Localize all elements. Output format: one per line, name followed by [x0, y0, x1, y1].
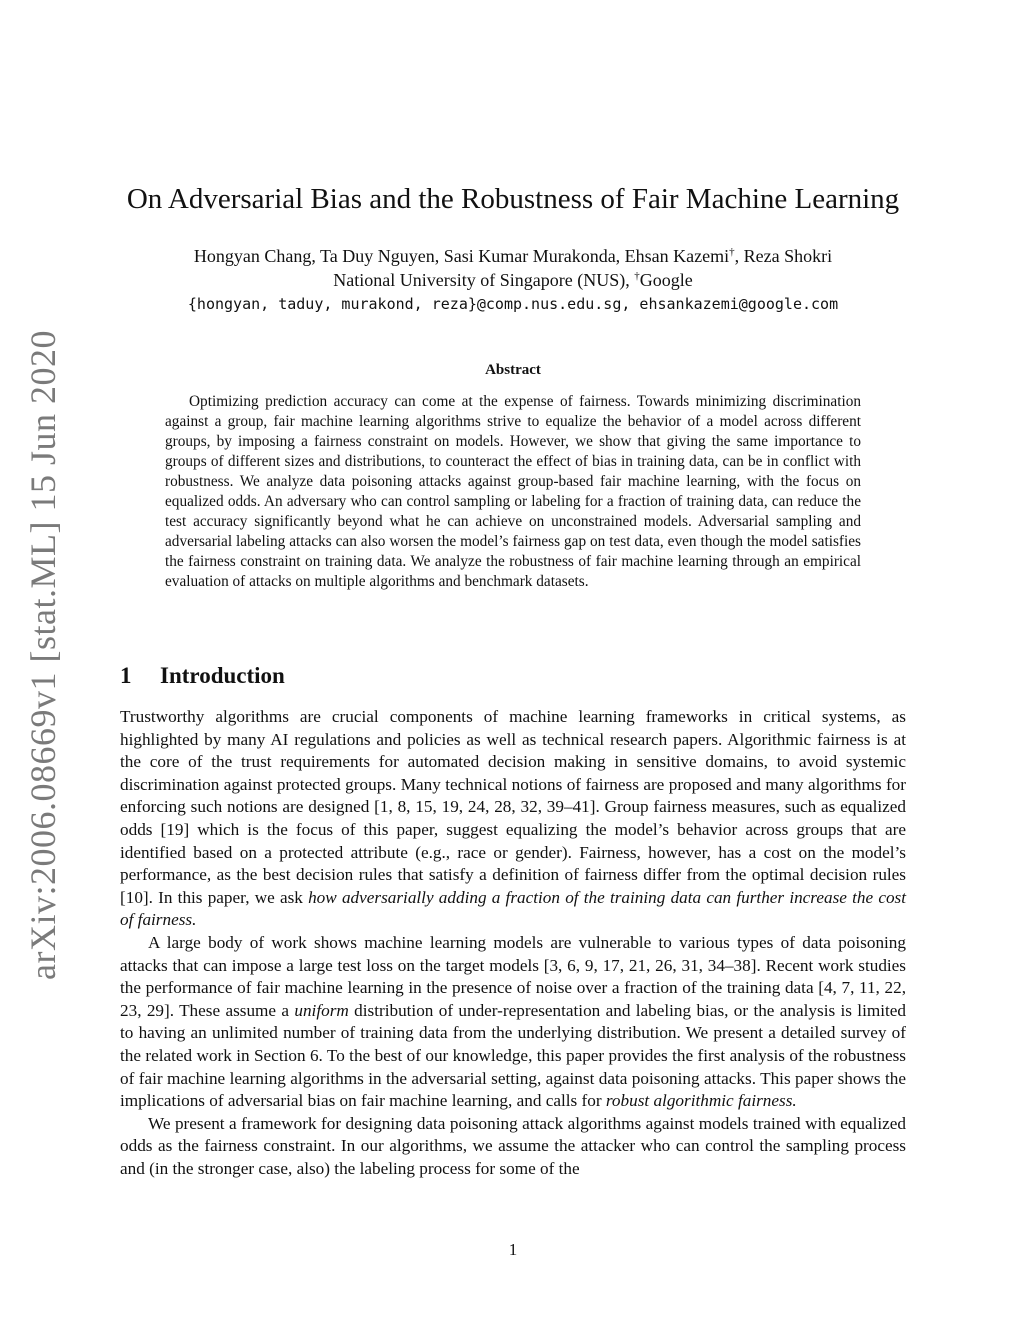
introduction-body — [120, 706, 906, 1180]
section-title: Introduction — [160, 663, 285, 688]
section-number: 1 — [120, 663, 132, 688]
intro-paragraph-1 — [120, 706, 906, 932]
intro-paragraph-2 — [120, 932, 906, 1113]
arxiv-stamp-text: arXiv:2006.08669v1 [stat.ML] 15 Jun 2020 — [23, 330, 64, 980]
author-dagger-mark: † — [729, 246, 735, 258]
arxiv-identifier-stamp — [0, 330, 86, 980]
affiliation-secondary: Google — [639, 270, 693, 290]
abstract-heading: Abstract — [485, 362, 541, 378]
intro-paragraph-2-start: A large body of work shows machine learning models are vulnerable to various types of data poisoning attacks that can impose a large test loss on the target models [3, 6, 9, 17, 21, 26, 31, 34–38]. Recent work studies the performance of fair machine learning in the presence of noise over a fraction of the training data [4, 7, 11, 22, 23, 29]. These assume a — [120, 932, 906, 1020]
page-number: 1 — [508, 1240, 518, 1259]
author-names — [120, 244, 906, 268]
section-heading-introduction — [120, 663, 285, 689]
intro-paragraph-1-italic: how adversarially adding a fraction of the training data can further increase the cost of fairness. — [120, 887, 907, 930]
affiliations — [120, 268, 906, 292]
author-names-tail: , Reza Shokri — [734, 246, 833, 266]
intro-paragraph-2-italic-end: robust algorithmic fairness. — [605, 1091, 797, 1111]
author-block — [120, 244, 906, 316]
author-emails: {hongyan, taduy, murakond, reza}@comp.nus.edu.sg, ehsankazemi@google.com — [187, 295, 839, 313]
abstract-text: Optimizing prediction accuracy can come at the expense of fairness. Towards minimizing discrimination against a group, fair machine learning algorithms strive to equalize the behavior of a model across different groups, by imposing a fairness constraint on models. However, we show that giving the same importance to groups of different sizes and distributions, to counteract the effect of bias in training data, can be in conflict with robustness. We analyze data poisoning attacks against group-based fair machine learning, with the focus on equalized odds. An adversary who can control sampling or labeling for a fraction of training data, can reduce the test accuracy significantly beyond what he can achieve on unconstrained models. Adversarial sampling and adversarial labeling attacks can also worsen the model’s fairness gap on test data, even though the model satisfies the fairness constraint on training data. We analyze the robustness of fair machine learning through an empirical evaluation of attacks on multiple algorithms and benchmark datasets. — [165, 393, 861, 590]
author-names-main: Hongyan Chang, Ta Duy Nguyen, Sasi Kumar Murakonda, Ehsan Kazemi — [193, 246, 730, 266]
paper-title: On Adversarial Bias and the Robustness of Fair Machine Learning — [126, 183, 900, 215]
intro-paragraph-2-middle: distribution of under-representation and labeling bias, or the analysis is limited to having an unlimited number of training data from the underlying distribution. We present a detailed survey of the related work in Section 6. To the best of our knowledge, this paper provides the first analysis of the robustness of fair machine learning algorithms in the adversarial setting, against data poisoning attacks. This paper shows the implications of adversarial bias on fair machine learning, and calls for — [120, 1000, 906, 1111]
affiliation-primary: National University of Singapore (NUS), — [333, 270, 635, 290]
intro-paragraph-3: We present a framework for designing data poisoning attack algorithms against models trained with equalized odds as the fairness constraint. In our algorithms, we assume the attacker who can control the sampling process and (in the stronger case, also) the labeling process for some of the — [120, 1113, 906, 1178]
intro-paragraph-2-italic-uniform: uniform — [294, 1000, 349, 1020]
intro-paragraph-1-text: Trustworthy algorithms are crucial components of machine learning frameworks in critical systems, as highlighted by many AI regulations and policies as well as technical research papers. Algorithmic fairness is at the core of the trust requirements for automated decision making in sensitive domains, to avoid systemic discrimination against protected groups. Many technical notions of fairness are proposed and many algorithms for enforcing such notions are designed [1, 8, 15, 19, 24, 28, 32, 39–41]. Group fairness measures, such as equalized odds [19] which is the focus of this paper, suggest equalizing the model’s behavior across groups that are identified based on a protected attribute (e.g., race or gender). Fairness, however, has a cost on the model’s performance, as the best decision rules that satisfy a definition of fairness differ from the optimal decision rules [10]. In this paper, we ask — [120, 707, 906, 907]
affiliation-dagger-mark: † — [634, 270, 640, 282]
